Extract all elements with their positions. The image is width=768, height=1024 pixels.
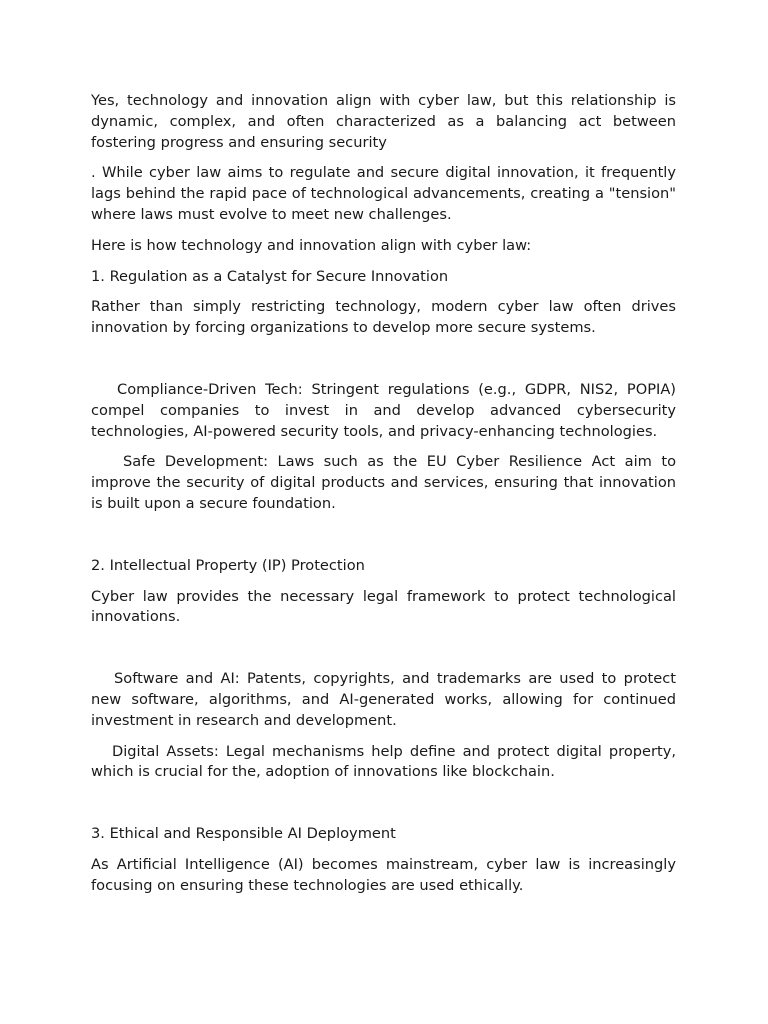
section-3-heading: 3. Ethical and Responsible AI Deployment	[91, 825, 396, 843]
document-page	[91, 91, 676, 907]
intro-paragraph-2: . While cyber law aims to regulate and secure digital innovation, it frequently lags behind the rapid pace of technological advancements, creating a "tension" where laws must evolve to meet new challenges.	[91, 164, 676, 223]
section-2-heading: 2. Intellectual Property (IP) Protection	[91, 556, 365, 574]
section-1-body: Rather than simply restricting technology, modern cyber law often drives innovation by forcing organizations to develop more secure systems.	[91, 298, 676, 337]
spacer	[91, 349, 676, 380]
section-2-body: Cyber law provides the necessary legal framework to protect technological innovations.	[91, 587, 676, 626]
section-1-item-2: Safe Development: Laws such as the EU Cyber Resilience Act aim to improve the security of digital products and services, ensuring that innovation is built upon a secure foundation.	[91, 453, 676, 512]
intro-paragraph-1: Yes, technology and innovation align with cyber law, but this relationship is dynamic, complex, and often characterized as a balancing act between fostering progress and ensuring security	[91, 92, 676, 151]
section-2-item-2: Digital Assets: Legal mechanisms help define and protect digital property, which is crucial for the, adoption of innovations like blockchain.	[91, 742, 676, 781]
spacer	[91, 638, 676, 669]
intro-paragraph-3: Here is how technology and innovation align with cyber law:	[91, 236, 532, 254]
spacer	[91, 525, 676, 556]
section-3-body: As Artificial Intelligence (AI) becomes mainstream, cyber law is increasingly focusing on ensuring these technologies are used ethically.	[91, 855, 676, 894]
section-1-heading: 1. Regulation as a Catalyst for Secure Innovation	[91, 267, 449, 285]
section-2-item-1: Software and AI: Patents, copyrights, and trademarks are used to protect new software, algorithms, and AI-generated works, allowing for continued investment in research and development.	[91, 670, 676, 729]
spacer	[91, 793, 676, 824]
section-1-item-1: Compliance-Driven Tech: Stringent regulations (e.g., GDPR, NIS2, POPIA) compel companies to invest in and develop advanced cybersecurity technologies, AI-powered security tools, and privacy-enhancing technologies.	[91, 380, 676, 440]
